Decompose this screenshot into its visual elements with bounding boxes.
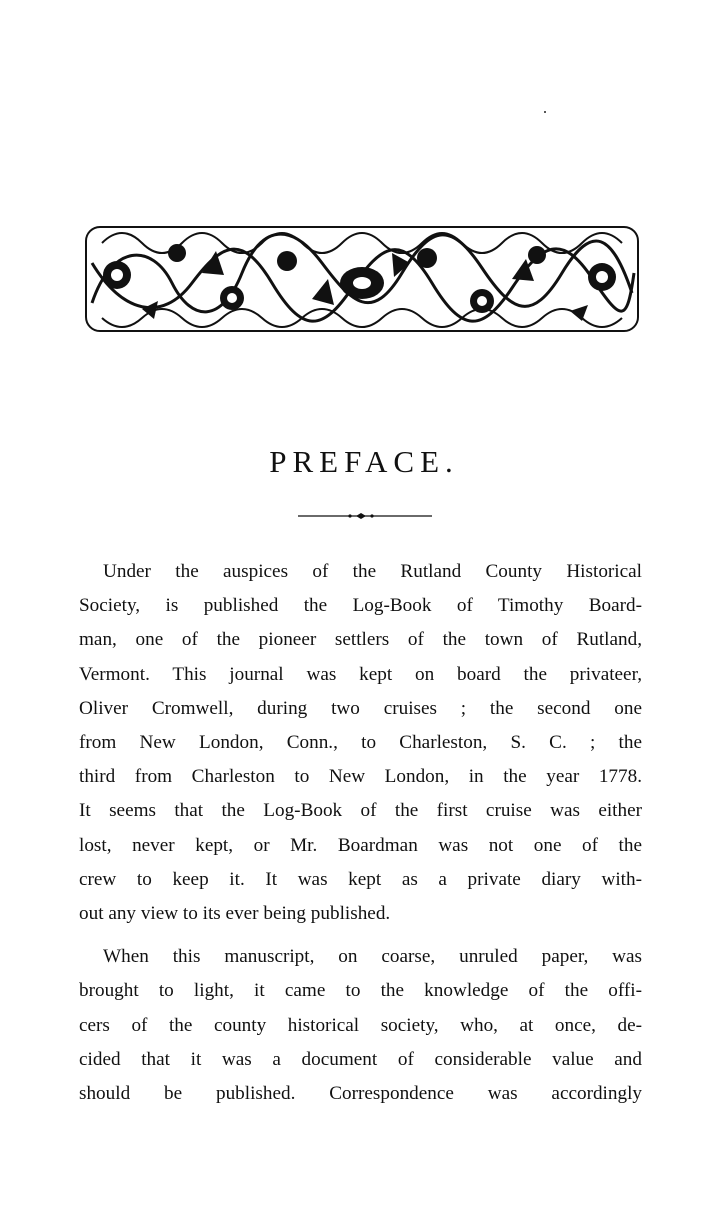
text-line: cers of the county historical society, who, at once, de- <box>79 1014 642 1036</box>
floral-headpiece-icon <box>82 213 642 339</box>
ornamental-rule-icon <box>298 510 432 522</box>
paragraph <box>79 940 642 1111</box>
text-line: Vermont. This journal was kept on board the privateer, <box>79 663 642 685</box>
text-line: It seems that the Log-Book of the first cruise was either <box>79 800 642 822</box>
text-line: Society, is published the Log-Book of Timothy Board- <box>79 595 642 617</box>
preface-body <box>79 555 642 1111</box>
text-line: out any view to its ever being published. <box>79 903 391 925</box>
text-line: When this manuscript, on coarse, unruled paper, was <box>103 946 642 968</box>
paragraph <box>79 555 642 931</box>
text-line: man, one of the pioneer settlers of the town of Rutland, <box>79 629 642 651</box>
text-line: should be published. Correspondence was accordingly <box>79 1083 642 1105</box>
text-line: from New London, Conn., to Charleston, S. C. ; the <box>79 732 642 754</box>
text-line: cided that it was a document of considerable value and <box>79 1048 642 1070</box>
text-line: lost, never kept, or Mr. Boardman was not one of the <box>79 834 642 856</box>
text-line: third from Charleston to New London, in the year 1778. <box>79 766 642 788</box>
page-title: PREFACE. <box>269 444 459 479</box>
text-line: Oliver Cromwell, during two cruises ; the second one <box>79 697 642 719</box>
text-line: Under the auspices of the Rutland County Historical <box>103 561 642 582</box>
paragraph-gap <box>79 931 642 940</box>
text-line: brought to light, it came to the knowledge of the offi- <box>79 980 642 1002</box>
text-line: crew to keep it. It was kept as a private diary with- <box>79 868 642 890</box>
stray-mark <box>544 111 546 113</box>
